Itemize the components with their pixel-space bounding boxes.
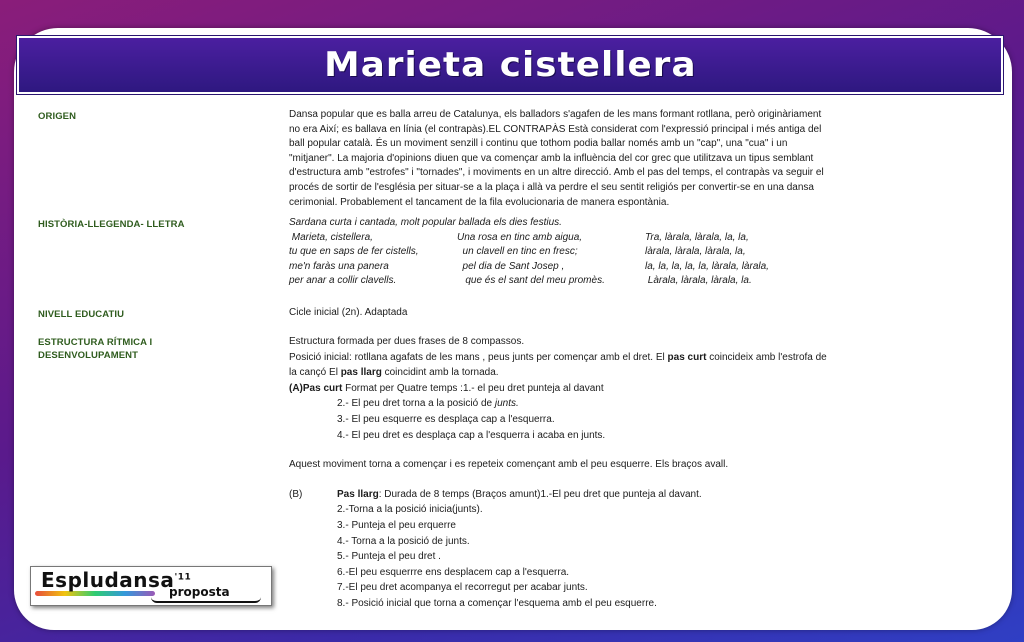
origen-line: cerimonial. Probablement el tancament de la fila evolucionaria de manera espontània.: [289, 196, 670, 208]
estructura-line: [289, 365, 969, 381]
text-bold: pas curt: [667, 351, 707, 363]
logo-sub-text: proposta: [169, 585, 230, 599]
verse-col-3: Làrala, làrala, làrala, la.: [645, 275, 752, 287]
verse-col-1: me'n faràs una panera: [289, 260, 389, 272]
verse-row: [289, 260, 849, 275]
origen-line: ball popular català. És un moviment senzill i continu que tothom podia ballar només amb un "cap", una "cua" i un: [289, 138, 788, 150]
verse-col-2: pel dia de Sant Josep ,: [457, 260, 565, 272]
estructura-line: Estructura formada per dues frases de 8 compassos.: [289, 336, 525, 347]
text-run: la cançó El: [289, 367, 341, 379]
pas-llarg-step: 7.-El peu dret acompanya el recorregut per acabar junts.: [337, 582, 588, 594]
spacer: [289, 443, 969, 457]
text-run: 2.- El peu dret torna a la posició de: [337, 398, 495, 410]
repeat-line: Aquest moviment torna a començar i es repeteix començant amb el peu esquerre. Els braços avall.: [289, 459, 729, 471]
pas-curt-step: 3.- El peu esquerre es desplaça cap a l'esquerra.: [337, 413, 555, 425]
verse-row: [289, 231, 849, 246]
estructura-text: [289, 334, 969, 612]
verse-col-2: un clavell en tinc en fresc;: [457, 246, 578, 258]
origen-line: "mitjaner". La majoria d'opinions diuen que va començar amb la influència del cor grec que utilitzava un tipus semblant: [289, 152, 814, 164]
origen-text: [289, 108, 969, 210]
nivell-label: NIVELL EDUCATIU: [38, 309, 125, 320]
text-bold: pas llarg: [340, 367, 382, 379]
pas-llarg-step: 3.- Punteja el peu erquerre: [337, 519, 456, 531]
text-run: Format per Quatre temps :1.- el peu dret punteja al davant: [342, 382, 604, 394]
text-run: coincideix amb l'estrofa de: [706, 351, 827, 363]
text-run: (B): [289, 488, 303, 500]
origen-line: procés de sortir de l'església per situar-se a la plaça i allà va perdre el seu sentit religiós per convertir-se en una dansa: [289, 181, 814, 193]
text-bold: Pas llarg: [337, 488, 379, 500]
estructura-line: [289, 350, 969, 366]
historia-lyrics: [289, 216, 849, 289]
pas-llarg-step: 5.- Punteja el peu dret .: [337, 551, 441, 563]
pas-llarg-line: [289, 487, 969, 503]
nivell-value: Cicle inicial (2n). Adaptada: [289, 307, 408, 318]
origen-line: d'estructura amb "estrofes" i "tornades", i moviments en un altre direcció. Amb el pas del temps, el contrapàs va seguir el: [289, 167, 824, 179]
verse-col-2: que és el sant del meu promès.: [457, 275, 605, 287]
verse-col-1: per anar a collir clavells.: [289, 275, 397, 287]
verse-row: [289, 274, 849, 289]
estructura-label-line: ESTRUCTURA RÍTMICA I: [38, 337, 153, 348]
text-run: Posició inicial: rotllana agafats de les mans , peus junts per començar amb el dret. El: [289, 351, 668, 363]
pas-curt-line: [289, 381, 969, 397]
pas-curt-step: 4.- El peu dret es desplaça cap a l'esquerra i acaba en junts.: [337, 429, 606, 441]
logo-name: Espludansa: [41, 568, 175, 592]
verse-col-3: la, la, la, la, la, làrala, làrala,: [645, 260, 769, 272]
page-title: Marieta cistellera: [323, 45, 697, 85]
pas-curt-step: [289, 396, 969, 412]
historia-label: HISTÒRIA-LLEGENDA- LLETRA: [38, 219, 185, 230]
pas-llarg-step: 4.- Torna a la posició de junts.: [337, 535, 470, 547]
verse-col-3: Tra, làrala, làrala, la, la,: [645, 231, 749, 243]
estructura-label-line: DESENVOLUPAMENT: [38, 350, 139, 361]
pas-llarg-step: 8.- Posició inicial que torna a començar l'esquema amb el peu esquerre.: [337, 597, 657, 609]
verse-col-1: Marieta, cistellera,: [289, 231, 373, 243]
origen-line: no era Així; es ballava en línia (el contrapàs).EL CONTRAPÀS Està considerat com l'expressió principal i més antiga del: [289, 123, 822, 135]
historia-intro: Sardana curta i cantada, molt popular ballada els dies festius.: [289, 217, 562, 228]
verse-col-2: Una rosa en tinc amb aigua,: [457, 231, 583, 243]
verse-col-3: làrala, làrala, làrala, la,: [645, 246, 746, 258]
pas-llarg-step: 6.-El peu esquerrre ens desplacem cap a l'esquerra.: [337, 566, 570, 578]
verse-row: [289, 245, 849, 260]
espludansa-logo: [30, 566, 272, 606]
text-run: coincidint amb la tornada.: [381, 367, 499, 379]
text-run: : Durada de 8 temps (Braços amunt)1.-El peu dret que punteja al davant.: [378, 488, 702, 500]
origen-line: Dansa popular que es balla arreu de Catalunya, els balladors s'agafen de les mans formant rotllana, però originàriament: [289, 109, 822, 120]
text-bold: (A)Pas curt: [289, 382, 343, 394]
text-italic: junts.: [494, 398, 519, 410]
pas-llarg-step: 2.-Torna a la posició inicia(junts).: [337, 504, 483, 516]
spacer: [289, 473, 969, 487]
verse-col-1: tu que en saps de fer cistells,: [289, 246, 419, 258]
logo-year: '11: [174, 572, 192, 583]
origen-label: ORIGEN: [38, 111, 77, 122]
estructura-label: [38, 336, 152, 362]
logo-swoosh: [151, 597, 261, 603]
